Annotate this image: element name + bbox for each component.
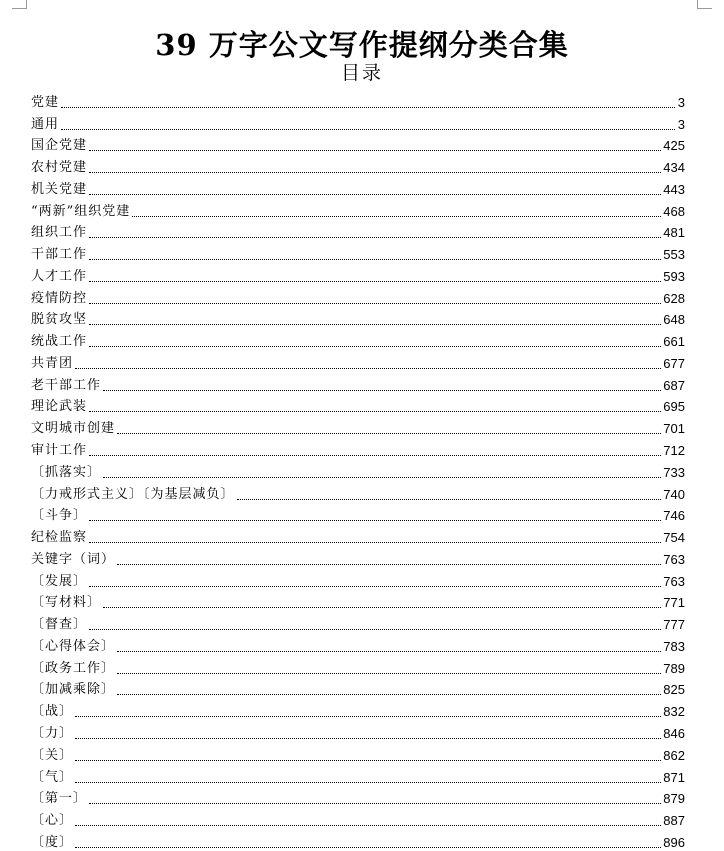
toc-dot-leader [89,193,661,195]
toc-entry[interactable] [31,89,685,111]
toc-entry-label: 审计工作 [31,443,88,459]
toc-entry-page-number: 425 [663,138,685,154]
toc-entry-page-number: 832 [663,704,685,720]
toc-entry-page-number: 862 [663,747,685,763]
toc-entry-page-number: 661 [663,334,685,350]
toc-entry-label: 〔第一〕 [31,791,88,807]
toc-entry-page-number: 896 [663,834,685,850]
toc-entry[interactable] [31,546,685,568]
toc-entry-label: 纪检监察 [31,530,88,546]
toc-entry-page-number: 763 [663,573,685,589]
toc-entry-label: 〔心得体会〕 [31,638,116,654]
toc-entry-label: 〔抓落实〕 [31,464,102,480]
toc-entry[interactable] [31,742,685,764]
toc-entry-label: 〔加减乘除〕 [31,682,116,698]
toc-entry-page-number: 740 [663,486,685,502]
toc-dot-leader [117,693,661,695]
toc-entry[interactable] [31,198,685,220]
toc-dot-leader [89,454,661,456]
toc-entry[interactable] [31,698,685,720]
toc-entry-label: 脱贫攻坚 [31,312,88,328]
toc-entry[interactable] [31,677,685,699]
toc-entry-label: 〔气〕 [31,769,74,785]
toc-entry[interactable] [31,307,685,329]
toc-entry-label: 干部工作 [31,247,88,263]
toc-dot-leader [89,302,661,304]
toc-entry-label: 农村党建 [31,160,88,176]
toc-dot-leader [89,541,661,543]
toc-entry[interactable] [31,611,685,633]
toc-entry-page-number: 746 [663,508,685,524]
toc-entry-page-number: 777 [663,617,685,633]
toc-entry[interactable] [31,133,685,155]
toc-entry-label: 组织工作 [31,225,88,241]
toc-entry-label: 〔力〕 [31,725,74,741]
toc-entry[interactable] [31,285,685,307]
toc-entry-page-number: 593 [663,268,685,284]
toc-dot-leader [117,563,661,565]
toc-entry-page-number: 712 [663,443,685,459]
toc-dot-leader [89,585,661,587]
document-title: 39 万字公文写作提纲分类合集 [155,28,569,63]
toc-dot-leader [103,476,661,478]
toc-entry-page-number: 754 [663,530,685,546]
toc-entry-label: 〔斗争〕 [31,508,88,524]
toc-dot-leader [89,628,661,630]
toc-entry-label: 〔督查〕 [31,617,88,633]
toc-entry-label: 〔力戒形式主义〕〔为基层减负〕 [31,486,235,502]
toc-entry-page-number: 771 [663,595,685,611]
toc-dot-leader [89,323,661,325]
toc-entry[interactable] [31,350,685,372]
toc-entry-page-number: 846 [663,725,685,741]
toc-dot-leader [89,258,661,260]
toc-entry-page-number: 677 [663,355,685,371]
toc-entry-page-number: 783 [663,638,685,654]
toc-entry-page-number: 733 [663,464,685,480]
toc-entry[interactable] [31,481,685,503]
toc-entry-page-number: 648 [663,312,685,328]
toc-entry-page-number: 434 [663,160,685,176]
toc-entry-page-number: 628 [663,290,685,306]
toc-entry[interactable] [31,807,685,829]
toc-entry-label: 人才工作 [31,268,88,284]
toc-dot-leader [75,737,661,739]
toc-entry[interactable] [31,503,685,525]
toc-entry[interactable] [31,415,685,437]
toc-entry[interactable] [31,633,685,655]
toc-entry-page-number: 3 [677,94,685,110]
toc-entry-page-number: 695 [663,399,685,415]
toc-entry-page-number: 789 [663,660,685,676]
toc-dot-leader [75,846,661,848]
toc-dot-leader [89,149,661,151]
toc-entry-label: 〔战〕 [31,704,74,720]
toc-entry-page-number: 825 [663,682,685,698]
toc-entry-label: 关键字（词） [31,551,116,567]
toc-entry[interactable] [31,328,685,350]
toc-entry-page-number: 443 [663,181,685,197]
toc-dot-leader [75,759,661,761]
toc-entry-page-number: 701 [663,421,685,437]
toc-entry-label: 〔度〕 [31,834,74,850]
toc-dot-leader [117,432,661,434]
toc-entry-label: 老干部工作 [31,377,102,393]
toc-entry[interactable] [31,372,685,394]
toc-dot-leader [237,498,662,500]
toc-entry-label: 〔发展〕 [31,573,88,589]
toc-entry-label: 国企党建 [31,138,88,154]
toc-entry-label: 〔心〕 [31,813,74,829]
toc-entry[interactable] [31,590,685,612]
toc-entry-page-number: 468 [663,203,685,219]
toc-dot-leader [75,781,661,783]
toc-dot-leader [75,824,661,826]
toc-entry-label: 统战工作 [31,334,88,350]
toc-entry[interactable] [31,524,685,546]
toc-dot-leader [117,672,661,674]
toc-entry-page-number: 879 [663,791,685,807]
toc-entry[interactable] [31,764,685,786]
toc-entry-page-number: 687 [663,377,685,393]
toc-entry-label: 通用 [31,116,60,132]
toc-entry[interactable] [31,720,685,742]
toc-entry-label: “两新”组织党建 [31,203,131,219]
toc-dot-leader [89,802,661,804]
toc-entry[interactable] [31,241,685,263]
toc-entry-label: 文明城市创建 [31,421,116,437]
toc-entry[interactable] [31,786,685,808]
toc-entry-label: 〔政务工作〕 [31,660,116,676]
toc-entry-page-number: 481 [663,225,685,241]
table-of-contents [31,89,685,851]
toc-dot-leader [132,215,661,217]
toc-dot-leader [89,345,661,347]
toc-dot-leader [89,171,661,173]
page-corner-mark-left [12,0,27,9]
toc-entry-label: 〔关〕 [31,747,74,763]
toc-dot-leader [89,519,661,521]
toc-dot-leader [61,128,675,130]
toc-entry[interactable] [31,394,685,416]
toc-heading: 目录 [340,62,383,84]
toc-entry-label: 理论武装 [31,399,88,415]
toc-entry[interactable] [31,568,685,590]
toc-entry-label: 党建 [31,94,60,110]
toc-entry-page-number: 553 [663,247,685,263]
toc-entry[interactable] [31,437,685,459]
toc-dot-leader [89,410,661,412]
toc-dot-leader [103,389,661,391]
toc-entry[interactable] [31,154,685,176]
toc-dot-leader [89,280,661,282]
toc-entry-label: 疫情防控 [31,290,88,306]
toc-entry-page-number: 3 [677,116,685,132]
toc-entry[interactable] [31,176,685,198]
toc-entry[interactable] [31,111,685,133]
toc-dot-leader [75,367,661,369]
toc-dot-leader [117,650,661,652]
toc-entry[interactable] [31,263,685,285]
toc-dot-leader [89,236,661,238]
toc-entry[interactable] [31,220,685,242]
toc-entry-label: 〔写材料〕 [31,595,102,611]
page-corner-mark-right [697,0,712,9]
toc-dot-leader [61,106,675,108]
toc-entry[interactable] [31,459,685,481]
toc-entry[interactable] [31,655,685,677]
toc-entry-page-number: 887 [663,813,685,829]
toc-dot-leader [103,606,661,608]
toc-entry-label: 机关党建 [31,181,88,197]
toc-dot-leader [75,715,661,717]
toc-entry-page-number: 763 [663,551,685,567]
toc-entry-page-number: 871 [663,769,685,785]
toc-entry-label: 共青团 [31,355,74,371]
